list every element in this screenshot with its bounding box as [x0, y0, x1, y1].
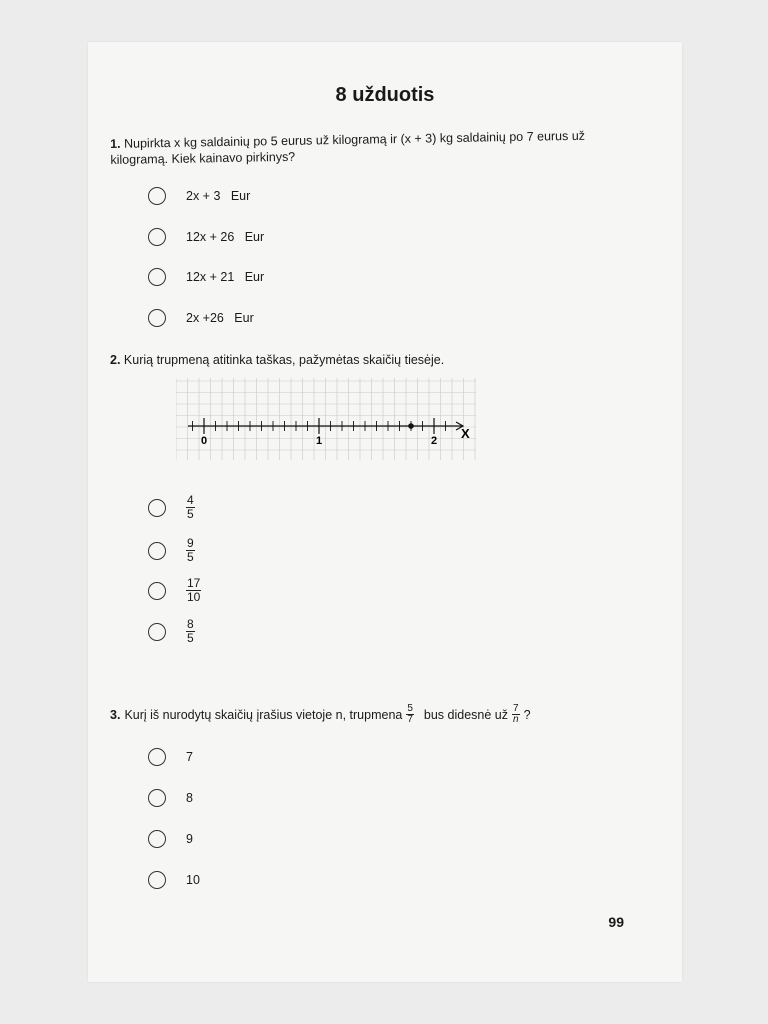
- tick-label-0: 0: [200, 435, 208, 447]
- q2-option-b[interactable]: [148, 537, 195, 564]
- question-3-body-b: bus didesnė už: [423, 707, 508, 722]
- page-number: 99: [608, 914, 624, 930]
- q2-option-a-fraction: [186, 494, 195, 521]
- question-1-text: [110, 127, 630, 168]
- question-2-body: Kurią trupmeną atitinka taškas, pažymėtas skaičių tiesėje.: [123, 353, 445, 367]
- question-3-text: [110, 704, 531, 725]
- radio-circle-icon[interactable]: [148, 623, 166, 641]
- q1-option-d-label: 2x +26 Eur: [186, 311, 254, 325]
- q1-option-b-label: 12x + 26 Eur: [186, 230, 265, 244]
- q1-option-b[interactable]: [148, 228, 264, 246]
- q3-option-a[interactable]: [148, 748, 193, 766]
- question-2-number: 2.: [110, 353, 121, 367]
- radio-circle-icon[interactable]: [148, 582, 166, 600]
- q3-option-c[interactable]: [148, 830, 193, 848]
- numerator: 4: [187, 493, 194, 507]
- tick-label-1: 1: [315, 435, 323, 447]
- q3-option-c-label: 9: [186, 832, 193, 846]
- question-3-body-c: ?: [523, 707, 531, 722]
- numerator: 8: [187, 617, 194, 631]
- q1-option-a[interactable]: [148, 187, 250, 205]
- radio-circle-icon[interactable]: [148, 748, 166, 766]
- radio-circle-icon[interactable]: [148, 309, 166, 327]
- q1-option-d[interactable]: [148, 309, 254, 327]
- q3-option-b-label: 8: [186, 791, 193, 805]
- question-1-body: Nupirkta x kg saldainių po 5 eurus už kilogramą ir (x + 3) kg saldainių po 7 eurus už kilogramą. Kiek kainavo pirkinys?: [110, 128, 586, 167]
- q3-option-b[interactable]: [148, 789, 193, 807]
- axis-label-x: X: [461, 426, 470, 441]
- number-line-grid: [176, 378, 476, 460]
- denominator: 5: [187, 507, 194, 521]
- q1-option-a-label: 2x + 3 Eur: [186, 189, 251, 203]
- number-line-point: [408, 423, 414, 429]
- q2-option-d-fraction: [186, 618, 195, 645]
- denominator: 5: [187, 631, 194, 645]
- question-2-text: [110, 352, 444, 368]
- question-3-fraction-b: [512, 704, 520, 725]
- q3-option-a-label: 7: [186, 750, 193, 764]
- tick-label-2: 2: [430, 435, 438, 447]
- denominator: 5: [187, 550, 194, 564]
- q1-option-c-label: 12x + 21 Eur: [186, 270, 265, 284]
- radio-circle-icon[interactable]: [148, 871, 166, 889]
- radio-circle-icon[interactable]: [148, 268, 166, 286]
- denominator: 10: [187, 590, 201, 604]
- q2-option-d[interactable]: [148, 618, 195, 645]
- radio-circle-icon[interactable]: [148, 789, 166, 807]
- q2-option-a[interactable]: [148, 494, 195, 521]
- number-line-figure: [176, 378, 476, 460]
- radio-circle-icon[interactable]: [148, 499, 166, 517]
- radio-circle-icon[interactable]: [148, 228, 166, 246]
- question-3-fraction-a: [406, 704, 414, 725]
- question-3-number: 3.: [110, 707, 121, 722]
- q2-option-b-fraction: [186, 537, 195, 564]
- numerator: 17: [187, 576, 201, 590]
- numerator: 5: [407, 703, 413, 714]
- radio-circle-icon[interactable]: [148, 542, 166, 560]
- question-1-number: 1.: [110, 136, 121, 151]
- q3-option-d-label: 10: [186, 873, 200, 887]
- numerator: 9: [187, 536, 194, 550]
- page-title: 8 užduotis: [335, 84, 435, 106]
- q3-option-d[interactable]: [148, 871, 200, 889]
- question-3-body-a: Kurį iš nurodytų skaičių įrašius vietoje n, trupmena: [124, 707, 403, 722]
- numerator: 7: [513, 703, 519, 714]
- worksheet-page: [88, 42, 682, 982]
- denominator: 7: [407, 714, 413, 725]
- denominator: n: [513, 714, 519, 725]
- radio-circle-icon[interactable]: [148, 830, 166, 848]
- radio-circle-icon[interactable]: [148, 187, 166, 205]
- q1-option-c[interactable]: [148, 268, 264, 286]
- q2-option-c-fraction: [186, 577, 201, 604]
- q2-option-c[interactable]: [148, 577, 201, 604]
